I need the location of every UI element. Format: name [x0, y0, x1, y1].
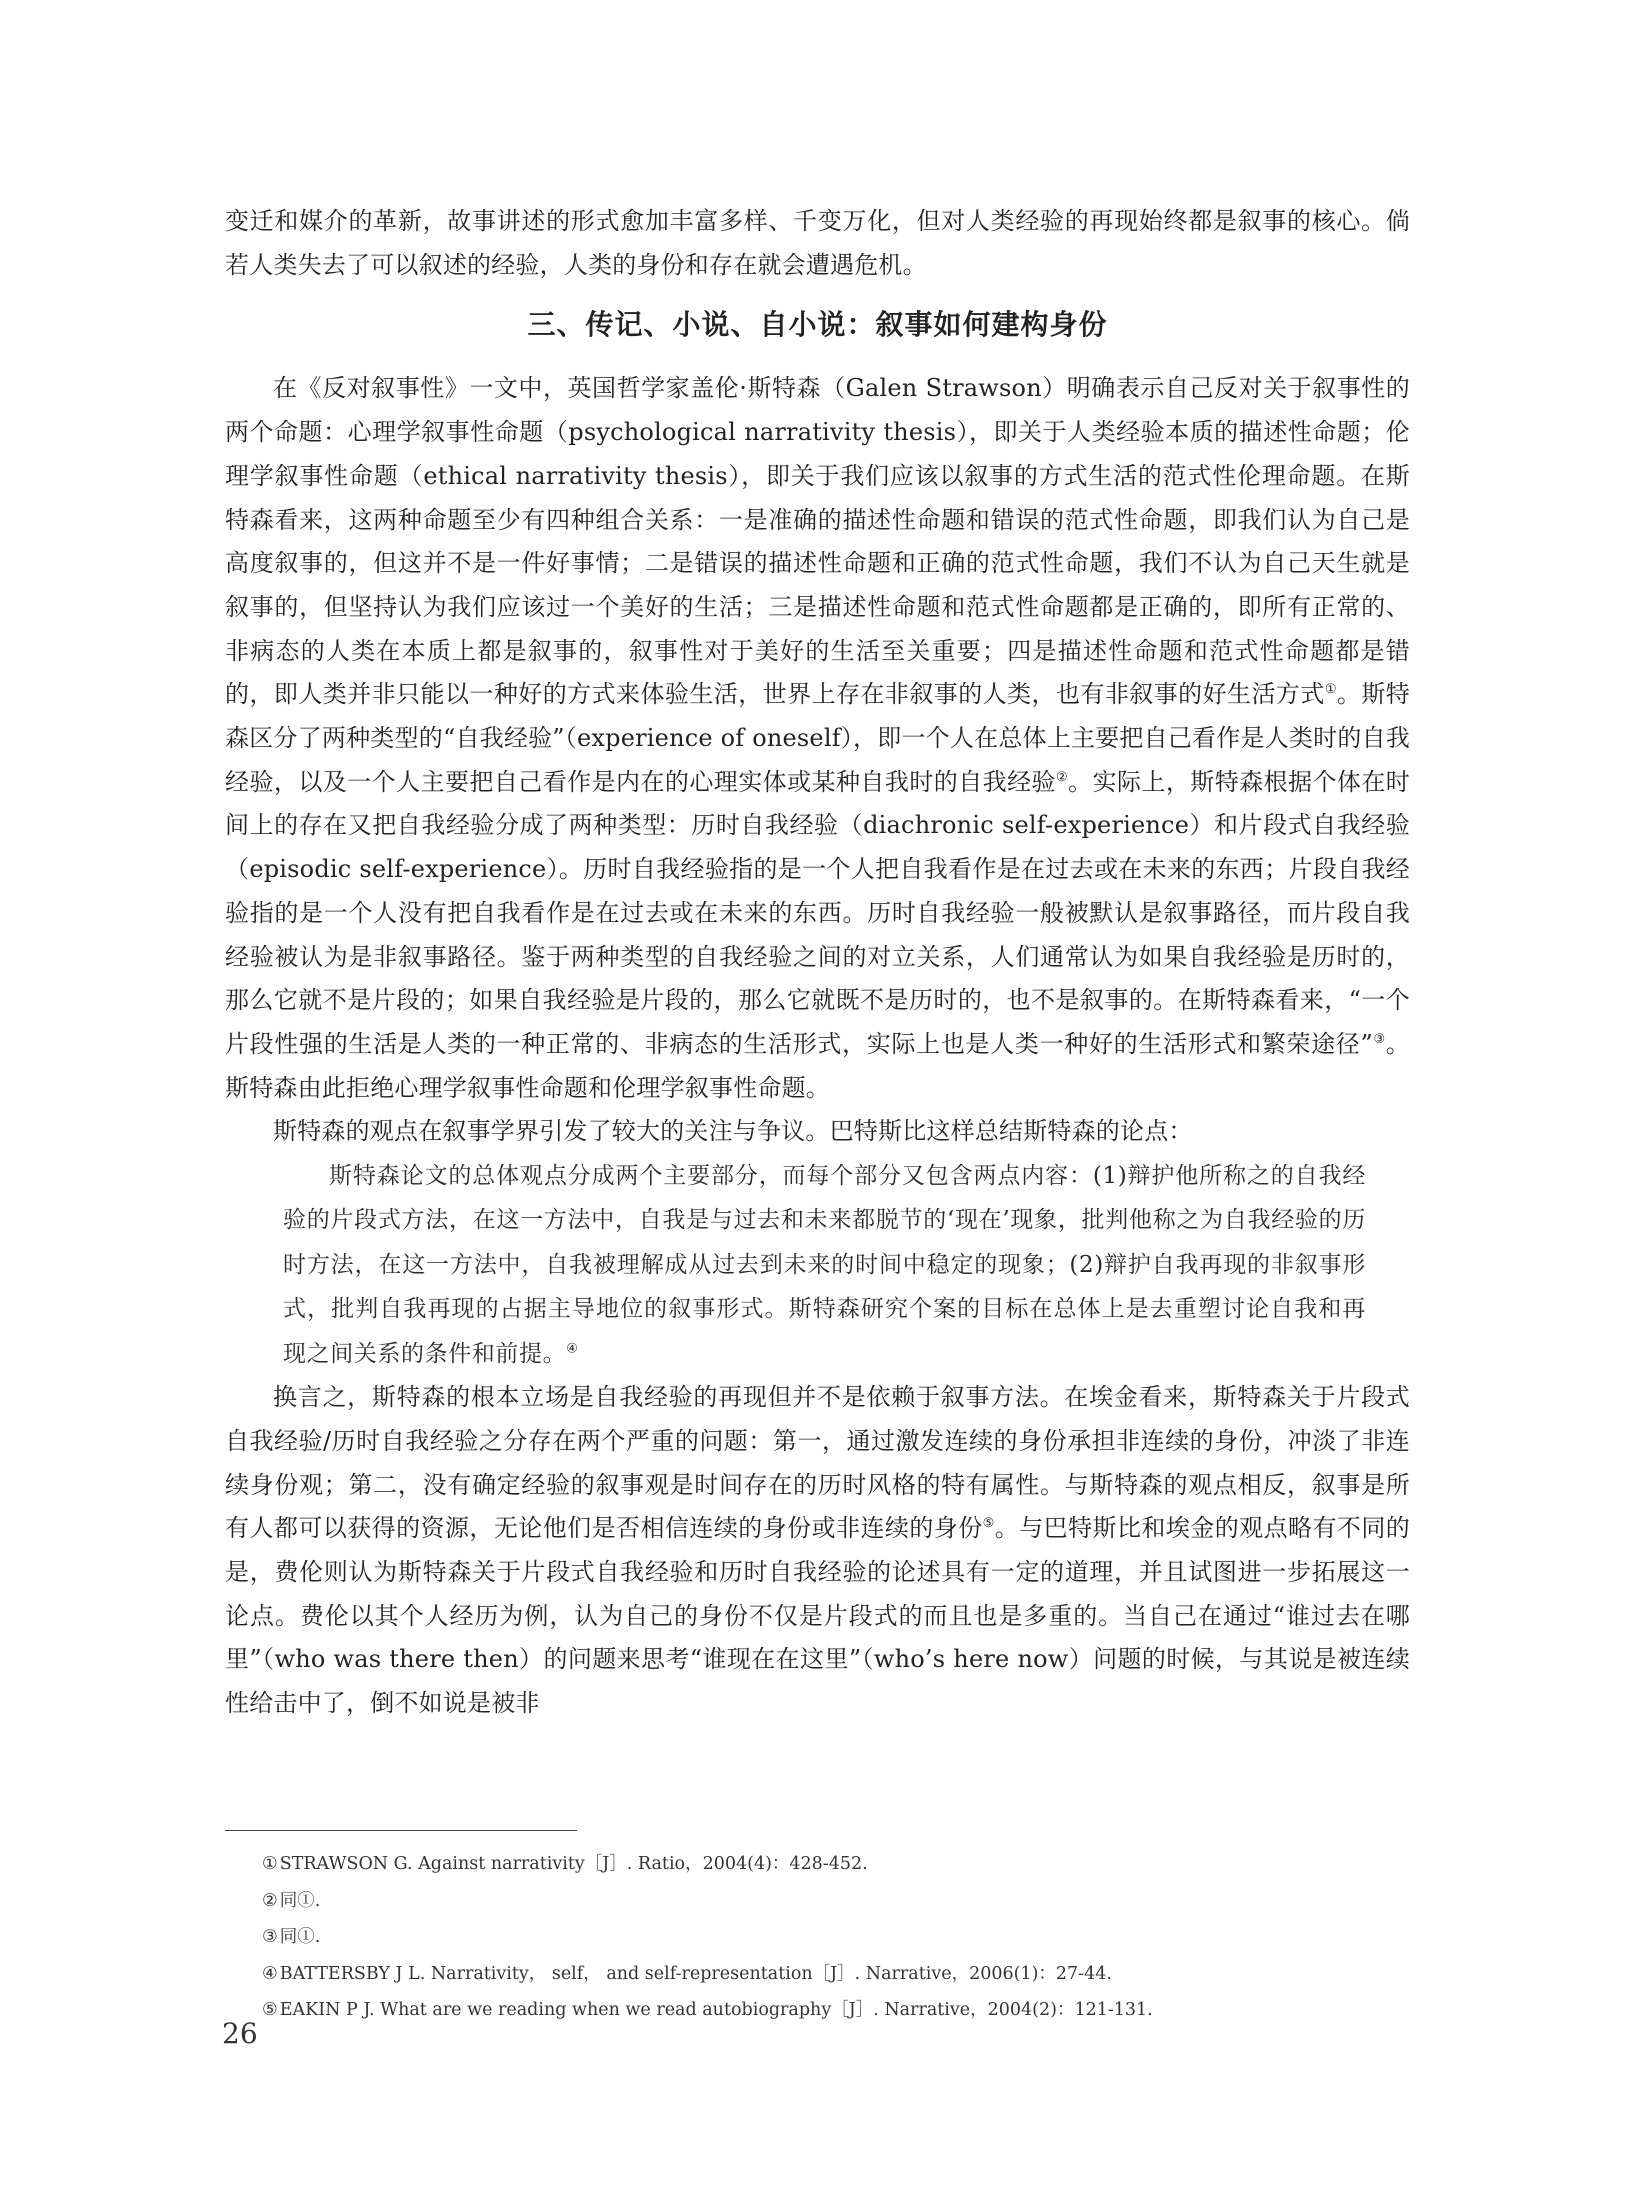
footnote-text: 同①.	[279, 1890, 321, 1911]
footnote-mark: ④	[262, 1963, 278, 1984]
footnote-mark: ①	[262, 1854, 278, 1874]
paragraph-1-part-b: 。斯特森区分了两种类型的“自我经验”（experience of oneself），即一个人在总体上主要把自己看作是人类时的自我经验，以及一个人主要把自己看作是内在的心理实体或某种自我时的自我经验	[225, 680, 1411, 796]
footnote-ref-5[interactable]: ⑤	[982, 1516, 995, 1532]
main-text	[225, 200, 1410, 1726]
footnote-text: EAKIN P J. What are we reading when we read autobiography［J］. Narrative，2004(2)：121-131.	[279, 2000, 1153, 2020]
footnote-2	[262, 1883, 1402, 1920]
paragraph-3-part-a: 换言之，斯特森的根本立场是自我经验的再现但并不是依赖于叙事方法。在埃金看来，斯特森关于片段式自我经验/历时自我经验之分存在两个严重的问题：第一，通过激发连续的身份承担非连续的身份，冲淡了非连续身份观；第二，没有确定经验的叙事观是时间存在的历时风格的特有属性。与斯特森的观点相反，叙事是所有人都可以获得的资源，无论他们是否相信连续的身份或非连续的身份	[225, 1383, 1410, 1543]
footnote-divider	[225, 1830, 577, 1831]
footnote-4	[262, 1956, 1402, 1993]
paragraph-2: 斯特森的观点在叙事学界引发了较大的关注与争议。巴特斯比这样总结斯特森的论点：	[273, 1117, 1193, 1146]
footnote-1	[262, 1846, 1402, 1883]
section-heading: 三、传记、小说、自小说：叙事如何建构身份	[527, 308, 1108, 342]
page-number: 26	[222, 2017, 258, 2050]
paragraph-intro: 变迁和媒介的革新，故事讲述的形式愈加丰富多样、千变万化，但对人类经验的再现始终都是叙事的核心。倘若人类失去了可以叙述的经验，人类的身份和存在就会遭遇危机。	[225, 207, 1410, 279]
block-quote-text: 斯特森论文的总体观点分成两个主要部分，而每个部分又包含两点内容：(1)辩护他所称之的自我经验的片段式方法，在这一方法中，自我是与过去和未来都脱节的‘现在’现象，批判他称之为自我经验的历时方法，在这一方法中，自我被理解成从过去到未来的时间中稳定的现象；(2)辩护自我再现的非叙事形式，批判自我再现的占据主导地位的叙事形式。斯特森研究个案的目标在总体上是去重塑讨论自我和再现之间关系的条件和前提。	[283, 1163, 1366, 1367]
paragraph-1-part-a: 在《反对叙事性》一文中，英国哲学家盖伦·斯特森（Galen Strawson）明确表示自己反对关于叙事性的两个命题：心理学叙事性命题（psychological narrativity thesis），即关于人类经验本质的描述性命题；伦理学叙事性命题（ethical narrativity thesis），即关于我们应该以叙事的方式生活的范式性伦理命题。在斯特森看来，这两种命题至少有四种组合关系：一是准确的描述性命题和错误的范式性命题，即我们认为自己是高度叙事的，但这并不是一件好事情；二是错误的描述性命题和正确的范式性命题，我们不认为自己天生就是叙事的，但坚持认为我们应该过一个美好的生活；三是描述性命题和范式性命题都是正确的，即所有正常的、非病态的人类在本质上都是叙事的，叙事性对于美好的生活至关重要；四是描述性命题和范式性命题都是错的，即人类并非只能以一种好的方式来体验生活，世界上存在非叙事的人类，也有非叙事的好生活方式	[225, 374, 1410, 709]
footnotes	[262, 1846, 1402, 2029]
footnote-ref-4[interactable]: ④	[566, 1341, 579, 1357]
footnote-text: BATTERSBY J L. Narrativity， self， and self-representation［J］. Narrative，2006(1)：27-44.	[279, 1963, 1112, 1984]
footnote-5	[262, 1992, 1402, 2029]
footnote-ref-1[interactable]: ①	[1324, 682, 1337, 698]
footnote-text: 同①.	[279, 1927, 321, 1947]
paragraph-1-part-c: 。实际上，斯特森根据个体在时间上的存在又把自我经验分成了两种类型：历时自我经验（diachronic self-experience）和片段式自我经验（episodic self-experience）。历时自我经验指的是一个人把自我看作是在过去或在未来的东西；片段自我经验指的是一个人没有把自我看作是在过去或在未来的东西。历时自我经验一般被默认是叙事路径，而片段自我经验被认为是非叙事路径。鉴于两种类型的自我经验之间的对立关系，人们通常认为如果自我经验是历时的，那么它就不是片段的；如果自我经验是片段的，那么它就既不是历时的，也不是叙事的。在斯特森看来，“一个片段性强的生活是人类的一种正常的、非病态的生活形式，实际上也是人类一种好的生活形式和繁荣途径”	[225, 767, 1410, 1058]
footnote-ref-2[interactable]: ②	[1055, 769, 1069, 785]
paragraph-1-part-d: 。斯特森由此拒绝心理学叙事性命题和伦理学叙事性命题。	[225, 1029, 1410, 1102]
paragraph-3-part-b: 。与巴特斯比和埃金的观点略有不同的是，费伦则认为斯特森关于片段式自我经验和历时自我经验的论述具有一定的道理，并且试图进一步拓展这一论点。费伦以其个人经历为例，认为自己的身份不仅是片段式的而且也是多重的。当自己在通过“谁过去在哪里”（who was there then）的问题来思考“谁现在在这里”（who’s here now）问题的时候，与其说是被连续性给击中了，倒不如说是被非	[225, 1514, 1411, 1718]
paragraph-3	[225, 1376, 1410, 1726]
footnote-ref-3[interactable]: ③	[1372, 1031, 1386, 1047]
footnote-mark: ③	[262, 1927, 278, 1947]
footnote-3	[262, 1919, 1402, 1956]
paragraph-1	[225, 367, 1410, 1110]
footnote-mark: ⑤	[262, 2000, 278, 2020]
block-quote	[225, 1154, 1410, 1376]
footnote-mark: ②	[262, 1890, 278, 1911]
footnote-text: STRAWSON G. Against narrativity［J］. Ratio，2004(4)：428-452.	[279, 1854, 868, 1874]
